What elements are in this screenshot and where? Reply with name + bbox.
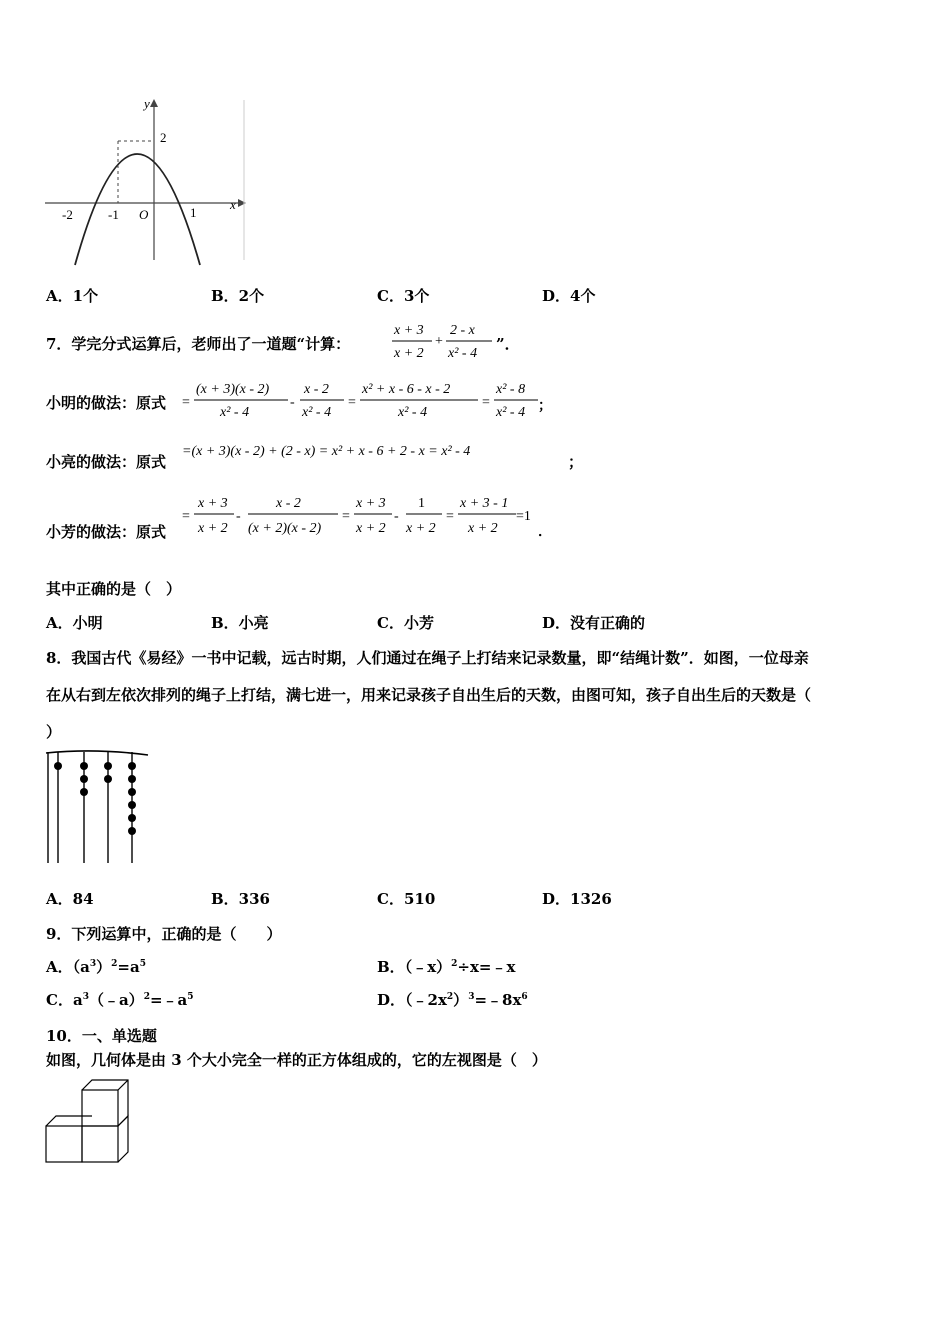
knot (128, 814, 136, 822)
y-axis-label: y (144, 96, 150, 111)
knot (104, 775, 112, 783)
knot (128, 762, 136, 770)
svg-text:=: = (348, 395, 356, 410)
knot (80, 762, 88, 770)
svg-text:+: + (435, 334, 443, 349)
knot (128, 827, 136, 835)
knotted-ropes-figure (44, 748, 150, 866)
svg-text:x + 3: x + 3 (356, 496, 386, 511)
q9-option-c: C．$a^3(﹣a)^2=﹣a^5$ (46, 991, 194, 1009)
x-tick-neg1: -1 (108, 207, 119, 222)
knot (128, 788, 136, 796)
knot (54, 762, 62, 770)
q10-heading: 10．一、单选题 (46, 1027, 157, 1045)
knot (80, 775, 88, 783)
x-tick-neg2: -2 (62, 207, 73, 222)
x-axis-label: x (230, 197, 236, 212)
y-tick-2: 2 (160, 130, 167, 145)
svg-text:=(x + 3)(x - 2) + (2 - x) = x²: =(x + 3)(x - 2) + (2 - x) = x² + x - 6 + 2 - x = x² - 4 (182, 444, 471, 459)
knot (128, 775, 136, 783)
q7-stem-end: ”． (496, 335, 520, 353)
svg-text:1: 1 (418, 496, 425, 511)
svg-text:x² - 4: x² - 4 (448, 346, 478, 361)
parabola-graph (40, 95, 250, 265)
svg-text:=1: =1 (516, 509, 531, 524)
svg-text:x + 2: x + 2 (198, 521, 228, 536)
x-tick-1: 1 (190, 205, 197, 220)
svg-text:=: = (482, 395, 490, 410)
q10-stem: 如图，几何体是由 3 个大小完全一样的正方体组成的，它的左视图是（ ） (46, 1051, 547, 1069)
svg-text:x + 3: x + 3 (394, 323, 424, 338)
svg-text:x + 3: x + 3 (198, 496, 228, 511)
q6-option-a: A．1个 (46, 287, 99, 305)
q8-option-a: A．84 (46, 890, 94, 908)
xiaoming-label: 小明的做法：原式 (46, 394, 167, 412)
svg-text:x + 2: x + 2 (406, 521, 436, 536)
svg-text:=: = (182, 395, 190, 410)
origin-label: O (139, 207, 149, 222)
q7-stem: 7．学完分式运算后，老师出了一道题“计算： (46, 335, 351, 353)
svg-text:．: ． (538, 525, 552, 540)
q7-option-a: A．小明 (46, 614, 103, 632)
q9-option-d: D．$(﹣2x^2)^3=﹣8x^6$ (377, 991, 528, 1009)
xiaoliang-label: 小亮的做法：原式 (46, 453, 167, 471)
q8-line1: 8．我国古代《易经》一书中记载，远古时期，人们通过在绳子上打结来记录数量，即“结绳计数”．如图，一位母亲 (46, 649, 809, 667)
svg-text:；: ； (538, 399, 552, 414)
xiaofang-label: 小芳的做法：原式 (46, 523, 167, 541)
svg-text:x² - 4: x² - 4 (496, 405, 526, 420)
svg-text:x + 2: x + 2 (394, 346, 424, 361)
svg-text:-: - (290, 395, 295, 410)
svg-text:=: = (182, 509, 190, 524)
xiaofang-expression (180, 490, 550, 540)
q6-option-c: C．3个 (377, 287, 430, 305)
xiaoming-expression (180, 376, 550, 424)
svg-text:-: - (394, 509, 399, 524)
svg-text:(x + 2)(x - 2): (x + 2)(x - 2) (248, 521, 322, 536)
knot (80, 788, 88, 796)
svg-text:2 - x: 2 - x (450, 323, 475, 338)
svg-text:=: = (446, 509, 454, 524)
svg-text:x² - 8: x² - 8 (496, 382, 526, 397)
svg-text:x - 2: x - 2 (304, 382, 329, 397)
svg-text:x² - 4: x² - 4 (302, 405, 332, 420)
q7-option-d: D．没有正确的 (542, 614, 646, 632)
xiaoliang-expression (180, 436, 590, 466)
svg-text:x - 2: x - 2 (276, 496, 301, 511)
q8-option-d: D．1326 (542, 890, 612, 908)
three-cubes-figure (44, 1080, 134, 1168)
q9-option-b: B．（﹣x）$^2$÷x=﹣x (377, 958, 516, 976)
q9-stem: 9．下列运算中，正确的是（ ） (46, 925, 282, 943)
q7-question: 其中正确的是（ ） (46, 580, 182, 598)
q7-expression (388, 318, 496, 364)
svg-text:(x + 3)(x - 2): (x + 3)(x - 2) (196, 382, 270, 397)
svg-text:=: = (342, 509, 350, 524)
q8-option-c: C．510 (377, 890, 436, 908)
q6-option-d: D．4个 (542, 287, 596, 305)
q8-line3: ） (46, 723, 62, 741)
svg-text:x + 2: x + 2 (468, 521, 498, 536)
knot (104, 762, 112, 770)
q9-option-a: A．$(a^3)^2=a^5$ (46, 958, 146, 976)
q8-line2: 在从右到左依次排列的绳子上打结，满七进一，用来记录孩子自出生后的天数，由图可知，孩子自出生后的天数是（ (46, 686, 812, 704)
svg-text:x² - 4: x² - 4 (220, 405, 250, 420)
svg-text:x² + x - 6 - x - 2: x² + x - 6 - x - 2 (362, 382, 451, 397)
q8-option-b: B．336 (211, 890, 270, 908)
svg-text:x + 3 - 1: x + 3 - 1 (460, 496, 509, 511)
svg-text:x² - 4: x² - 4 (398, 405, 428, 420)
knot (128, 801, 136, 809)
q7-option-c: C．小芳 (377, 614, 434, 632)
q7-option-b: B．小亮 (211, 614, 269, 632)
xiaoliang-end: ； (568, 453, 584, 471)
svg-text:-: - (236, 509, 241, 524)
svg-text:x + 2: x + 2 (356, 521, 386, 536)
q6-option-b: B．2个 (211, 287, 265, 305)
